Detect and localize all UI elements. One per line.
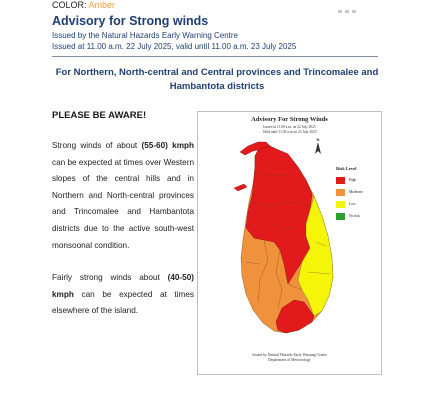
paragraph-1-before: Strong winds of about — [52, 141, 142, 150]
map-footer-issuer: Issued by Natural Hazards Early Warning Centre — [252, 353, 327, 357]
low-swatch — [336, 201, 345, 208]
color-value: Amber — [88, 0, 116, 10]
wind-paragraph-1 — [52, 138, 194, 254]
regions-heading: For Northern, North-central and Central provinces and Trincomalee and Hambantota districts — [55, 67, 379, 92]
legend-label-high: High — [349, 178, 357, 182]
color-level-line — [52, 0, 115, 10]
map-footer-department: Department of Meteorology — [268, 358, 311, 362]
moderate-swatch — [336, 189, 345, 196]
map-title: Advisory For Strong Winds — [251, 116, 328, 123]
no-risk-swatch — [336, 213, 345, 220]
north-arrow-icon — [315, 137, 321, 154]
paragraph-2-speed: (40-50) kmph — [52, 273, 194, 299]
map-issued-line: Issued at 11.00 a.m. on 22 July 2025 — [263, 125, 316, 129]
advisory-title: Advisory for Strong winds — [52, 14, 209, 28]
legend-item-moderate — [336, 186, 363, 198]
issued-at-line: Issued at 11.00 a.m. 22 July 2025, valid until 11.00 a.m. 23 July 2025 — [52, 42, 297, 51]
paragraph-1-speed: (55-60) kmph — [141, 141, 194, 150]
legend-label-moderate: Moderate — [349, 190, 363, 194]
wind-paragraph-2 — [52, 270, 194, 320]
legend-item-high — [336, 174, 363, 186]
legend-title: Risk Level — [336, 166, 357, 171]
sri-lanka-risk-map — [198, 112, 381, 374]
paragraph-2-after: can be expected at times elsewhere of the island. — [52, 289, 194, 316]
issued-by-line: Issued by the Natural Hazards Early Warning Centre — [52, 31, 239, 40]
please-be-aware-heading: PLEASE BE AWARE! — [52, 110, 147, 121]
legend-item-no-risk — [336, 210, 363, 222]
paragraph-1-after: can be expected at times over Western slopes of the central hills and in Northern and North-central provinces and Trincomalee and Hambantota districts due to the active south-west monsoonal condition. — [52, 157, 194, 250]
paragraph-2-before: Fairly strong winds about — [52, 273, 168, 282]
map-valid-line: Valid until 11.00 a.m on 23 July 2025 — [262, 130, 317, 134]
risk-map-panel — [197, 111, 382, 375]
color-label: COLOR: — [52, 0, 89, 10]
north-label: N — [316, 137, 320, 142]
mannar-island — [234, 184, 247, 191]
legend-label-low: Low — [349, 202, 356, 206]
risk-legend — [336, 166, 363, 222]
header-divider — [52, 56, 378, 57]
legend-label-no-risk: No risk — [349, 214, 360, 218]
legend-item-low — [336, 198, 363, 210]
high-swatch — [336, 177, 345, 184]
page-corner-mark — [338, 0, 360, 3]
